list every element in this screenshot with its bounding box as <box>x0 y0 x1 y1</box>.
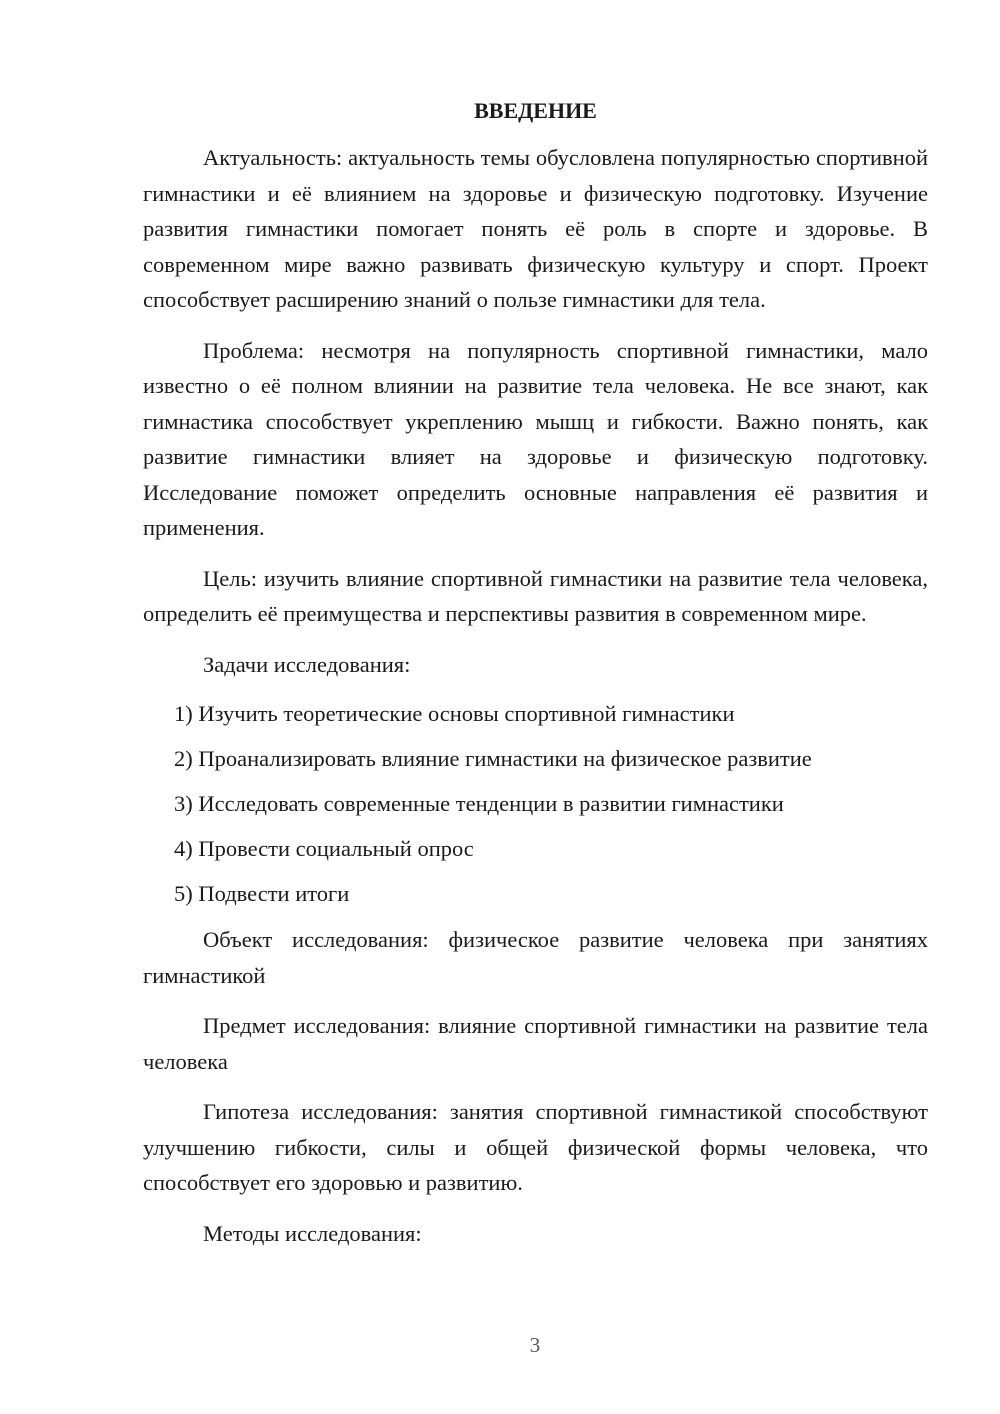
hypothesis-paragraph: Гипотеза исследования: занятия спортивной гимнастикой способствуют улучшению гибкости, силы и общей физической формы человека, что способствует его здоровью и развитию. <box>143 1099 928 1195</box>
goal-paragraph: Цель: изучить влияние спортивной гимнастики на развитие тела человека, определить её преимущества и перспективы развития в современном мире. <box>143 565 928 626</box>
page-number: 3 <box>529 1333 541 1357</box>
tasks-heading: Задачи исследования: <box>203 651 411 677</box>
task-item: 2) Проанализировать влияние гимнастики на физическое развитие <box>174 746 812 771</box>
section-title: ВВЕДЕНИЕ <box>474 98 597 123</box>
task-item: 1) Изучить теоретические основы спортивной гимнастики <box>174 701 735 726</box>
problem-paragraph: Проблема: несмотря на популярность спортивной гимнастики, мало известно о её полном влиянии на развитие тела человека. Не все знают, как гимнастика способствует укреплению мышц и гибкости. Важно понять, как развитие гимнастики влияет на здоровье и физическую подготовку. Исследование поможет определить основные направления её развития и применения. <box>143 337 928 540</box>
methods-heading: Методы исследования: <box>203 1220 422 1246</box>
object-paragraph: Объект исследования: физическое развитие человека при занятиях гимнастикой <box>143 927 928 988</box>
task-item: 3) Исследовать современные тенденции в развитии гимнастики <box>174 791 784 816</box>
task-item: 4) Провести социальный опрос <box>174 836 474 861</box>
subject-paragraph: Предмет исследования: влияние спортивной гимнастики на развитие тела человека <box>143 1013 928 1074</box>
task-item: 5) Подвести итоги <box>174 881 350 906</box>
relevance-paragraph: Актуальность: актуальность темы обусловлена популярностью спортивной гимнастики и её влиянием на здоровье и физическую подготовку. Изучение развития гимнастики помогает понять её роль в спорте и здоровье. В современном мире важно развивать физическую культуру и спорт. Проект способствует расширению знаний о пользе гимнастики для тела. <box>143 145 928 312</box>
page-content <box>143 92 928 1266</box>
